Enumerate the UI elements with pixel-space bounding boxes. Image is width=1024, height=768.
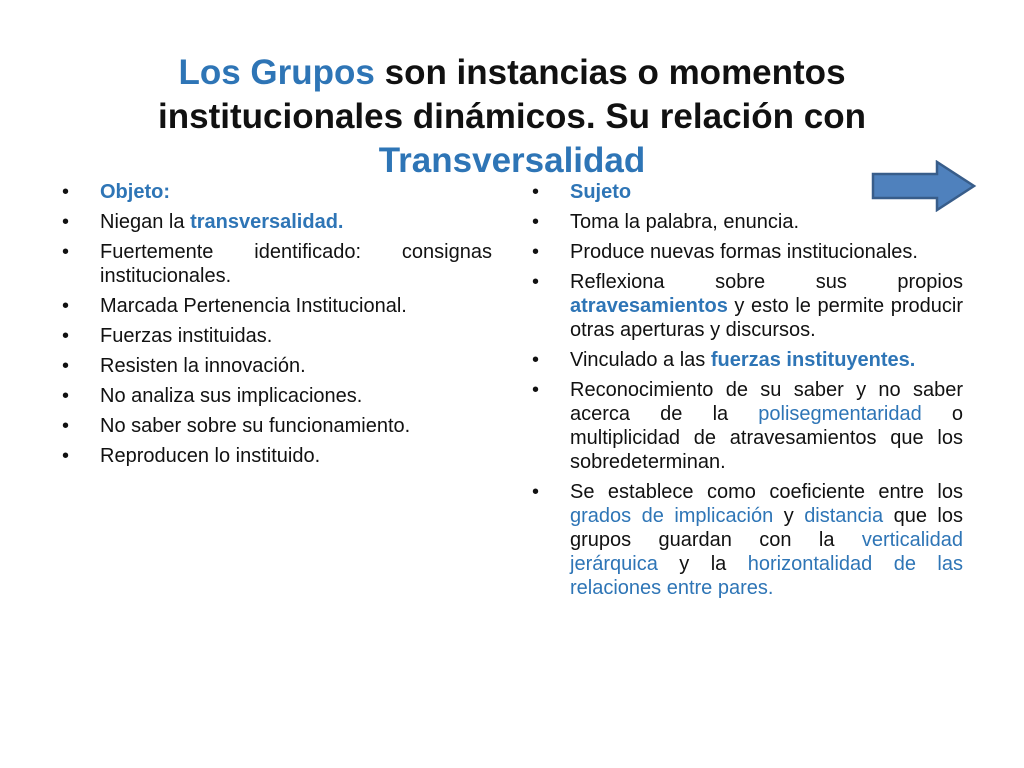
list-item: • No analiza sus implicaciones. — [60, 384, 492, 408]
sujeto-list — [530, 180, 963, 606]
list-item: • Reconocimiento de su saber y no saber acerca de la polisegmentaridad o multiplicidad de atravesamientos que los sobredeterminan. — [530, 378, 963, 474]
list-item: • Reflexiona sobre sus propios atravesamientos y esto le permite producir otras aperturas y discursos. — [530, 270, 963, 342]
list-item: • Reproducen lo instituido. — [60, 444, 492, 468]
list-item: • No saber sobre su funcionamiento. — [60, 414, 492, 438]
list-item: • Marcada Pertenencia Institucional. — [60, 294, 492, 318]
objeto-header: • Objeto: — [60, 180, 492, 204]
title-text: son instancias o momentos institucionales dinámicos. Su relación con — [158, 53, 866, 137]
title-highlight-grupos: Los Grupos — [178, 53, 375, 93]
list-item: • Resisten la innovación. — [60, 354, 492, 378]
list-item: • Vinculado a las fuerzas instituyentes. — [530, 348, 963, 372]
list-item: • Produce nuevas formas institucionales. — [530, 240, 963, 264]
list-item: • Niegan la transversalidad. — [60, 210, 492, 234]
title-highlight-transversalidad: Transversalidad — [378, 141, 646, 181]
slide-title — [60, 51, 964, 183]
list-item: • Fuerzas instituidas. — [60, 324, 492, 348]
list-item: • Fuertemente identificado: consignas institucionales. — [60, 240, 492, 288]
sujeto-header: • Sujeto — [530, 180, 963, 204]
list-item: • Se establece como coeficiente entre los grados de implicación y distancia que los grupos guardan con la verticalidad jerárquica y la horizontalidad de las relaciones entre pares. — [530, 480, 963, 600]
objeto-list — [60, 180, 492, 474]
list-item: • Toma la palabra, enuncia. — [530, 210, 963, 234]
